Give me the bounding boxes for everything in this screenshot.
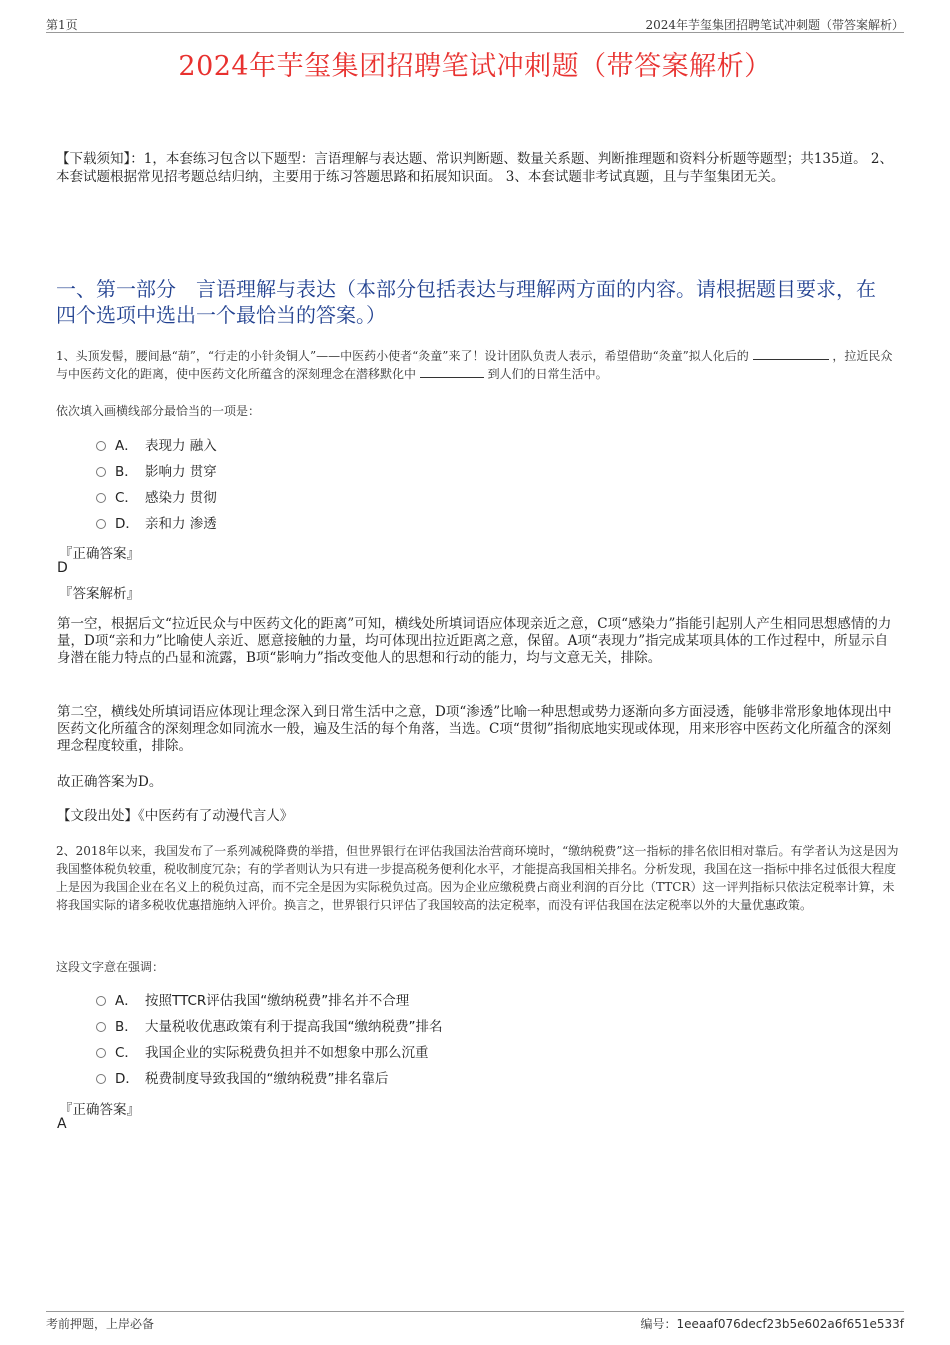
option-d[interactable] — [96, 511, 217, 537]
question-2-prompt: 这段文字意在强调： — [56, 960, 165, 974]
section-heading: 一、第一部分 言语理解与表达（本部分包括表达与理解两方面的内容。请根据题目要求，在四个选项中选出一个最恰当的答案。） — [56, 277, 876, 327]
option-text: 亲和力 渗透 — [145, 516, 217, 532]
option-b[interactable] — [96, 1014, 443, 1040]
option-letter: B． — [115, 1019, 138, 1035]
text-source: 【文段出处】《中医药有了动漫代言人》 — [57, 808, 294, 824]
radio-icon[interactable] — [96, 519, 106, 529]
question-2-options — [96, 988, 443, 1092]
radio-icon[interactable] — [96, 467, 106, 477]
radio-icon[interactable] — [96, 996, 106, 1006]
correct-answer: D — [57, 560, 68, 576]
header-doc-title: 2024年芋玺集团招聘笔试冲刺题（带答案解析） — [645, 18, 904, 32]
option-c[interactable] — [96, 485, 217, 511]
question-1-stem-part-c: 到人们的日常生活中。 — [487, 367, 608, 381]
option-text: 感染力 贯彻 — [145, 490, 217, 506]
option-text: 表现力 融入 — [145, 438, 217, 454]
document-title: 2024年芋玺集团招聘笔试冲刺题（带答案解析） — [178, 51, 772, 82]
analysis-paragraph-2: 第二空，横线处所填词语应体现让理念深入到日常生活中之意，D项“渗透”比喻一种思想或势力逐渐向多方面浸透，能够非常形象地体现出中医药文化所蕴含的深刻理念如同流水一般，遍及生活的每个角落，当选。C项“贯彻”指彻底地实现或体现，用来形容中医药文化所蕴含的深刻理念程度较重，排除。 — [57, 704, 892, 754]
option-a[interactable] — [96, 433, 217, 459]
page-number: 第1页 — [46, 18, 78, 32]
option-letter: B． — [115, 464, 138, 480]
option-letter: C． — [115, 1045, 138, 1061]
document-serial: 编号：1eeaaf076decf23b5e602a6f651e533f — [640, 1317, 904, 1331]
option-letter: A． — [115, 993, 138, 1009]
fill-blank-2 — [420, 365, 484, 378]
option-text: 影响力 贯穿 — [145, 464, 217, 480]
correct-answer: A — [57, 1116, 67, 1132]
radio-icon[interactable] — [96, 493, 106, 503]
option-text: 大量税收优惠政策有利于提高我国“缴纳税费”排名 — [145, 1019, 443, 1035]
radio-icon[interactable] — [96, 1074, 106, 1084]
radio-icon[interactable] — [96, 1022, 106, 1032]
question-1-stem-part-b: ，拉近民众与中医药文化的距离，使中医药文化所蕴含的深刻理念在潜移默化中 — [56, 349, 893, 381]
footer-slogan: 考前押题，上岸必备 — [46, 1317, 155, 1331]
option-letter: D． — [115, 516, 139, 532]
analysis-label: 『答案解析』 — [59, 586, 140, 602]
analysis-paragraph-1: 第一空，根据后文“拉近民众与中医药文化的距离”可知，横线处所填词语应体现亲近之意，C项“感染力”指能引起别人产生相同思想感情的力量，D项“亲和力”比喻使人亲近、愿意接触的力量，均可体现出拉近距离之意，保留。A项“表现力”指完成某项具体的工作过程中，所显示自身潜在能力特点的凸显和流露，B项“影响力”指改变他人的思想和行动的能力，均与文意无关，排除。 — [57, 616, 892, 666]
option-letter: C． — [115, 490, 138, 506]
option-d[interactable] — [96, 1066, 443, 1092]
download-notice: 【下载须知】：1，本套练习包含以下题型：言语理解与表达题、常识判断题、数量关系题、判断推理题和资料分析题等题型；共135道。 2、本套试题根据常见招考题总结归纳，主要用于练习答题思路和拓展知识面。 3、本套试题非考试真题，且与芋玺集团无关。 — [56, 151, 893, 185]
answer-label: 『正确答案』 — [59, 1102, 140, 1118]
question-1-prompt: 依次填入画横线部分最恰当的一项是： — [56, 404, 261, 418]
option-text: 我国企业的实际税费负担并不如想象中那么沉重 — [145, 1045, 429, 1061]
question-1-stem-part-a: 1、头顶发髻，腰间悬“葫”，“行走的小针灸铜人”——中医药小使者“灸童”来了！设计团队负责人表示，希望借助“灸童”拟人化后的 — [56, 349, 749, 363]
option-letter: A． — [115, 438, 138, 454]
answer-label: 『正确答案』 — [59, 546, 140, 562]
question-2-stem: 2、2018年以来，我国发布了一系列减税降费的举措，但世界银行在评估我国法治营商环境时，“缴纳税费”这一指标的排名依旧相对靠后。有学者认为这是因为我国整体税负较重，税收制度冗杂；有的学者则认为只有进一步提高税务便利化水平，才能提高我国相关排名。分析发现，我国在这一指标中排名过低很大程度上是因为我国企业在名义上的税负过高，而不完全是因为实际税负过高。因为企业应缴税费占商业利润的百分比（TTCR）这一评判指标只依法定税率计算，未将我国实际的诸多税收优惠措施纳入评价。换言之，世界银行只评估了我国较高的法定税率，而没有评估我国在法定税率以外的大量优惠政策。 — [56, 844, 899, 912]
radio-icon[interactable] — [96, 1048, 106, 1058]
page-footer — [46, 1311, 904, 1332]
page-header — [46, 14, 904, 33]
option-a[interactable] — [96, 988, 443, 1014]
radio-icon[interactable] — [96, 441, 106, 451]
option-letter: D． — [115, 1071, 139, 1087]
option-c[interactable] — [96, 1040, 443, 1066]
question-1-stem — [56, 347, 900, 383]
question-1-options — [96, 433, 217, 537]
fill-blank-1 — [753, 347, 829, 360]
option-text: 按照TTCR评估我国“缴纳税费”排名并不合理 — [145, 993, 410, 1009]
option-text: 税费制度导致我国的“缴纳税费”排名靠后 — [145, 1071, 389, 1087]
analysis-conclusion: 故正确答案为D。 — [57, 774, 163, 790]
option-b[interactable] — [96, 459, 217, 485]
